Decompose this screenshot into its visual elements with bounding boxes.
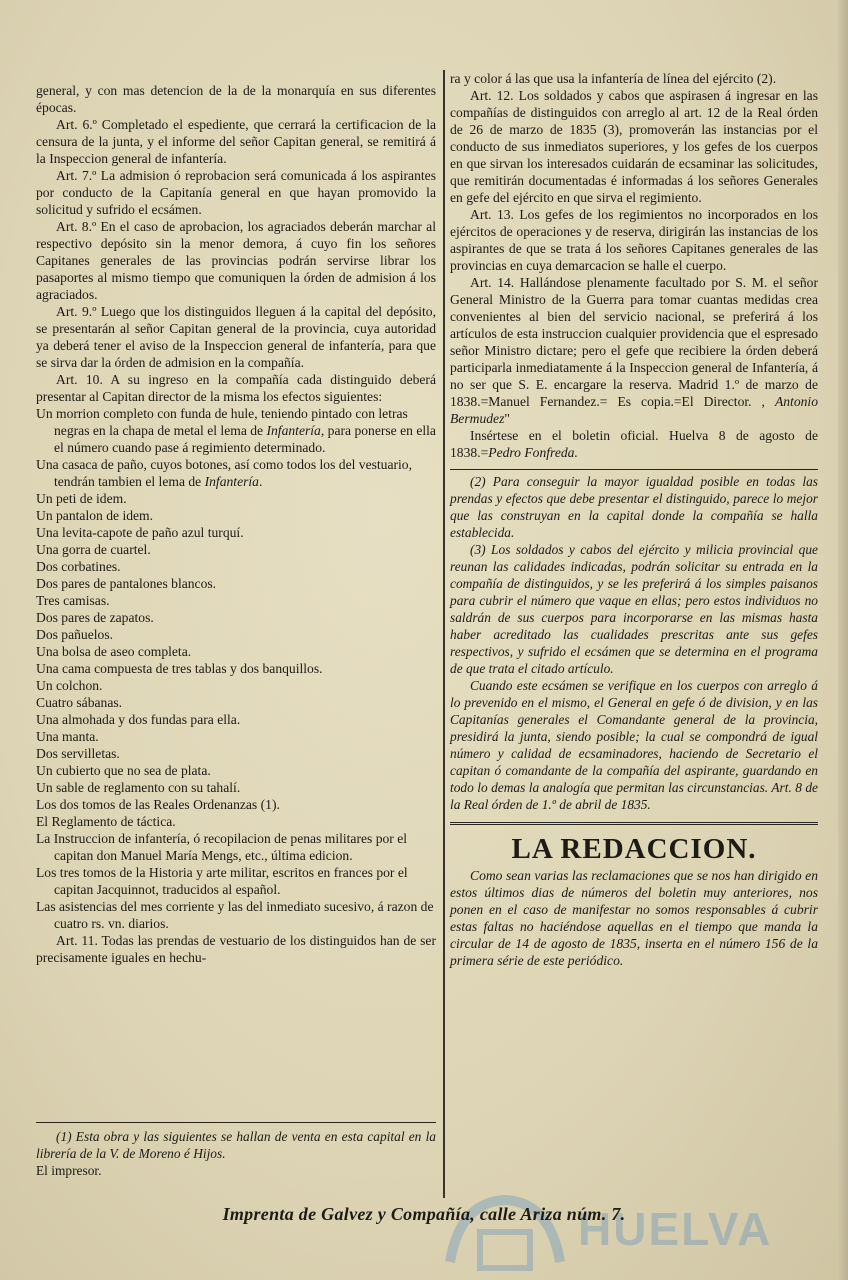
- article-8: Art. 8.º En el caso de aprobacion, los agraciados deberán marchar al respectivo depósito sin la menor demora, á cuyo fin los señores Capitanes generales de las provincias podrán servirse librar los pasaportes al mismo tiempo que comuniquen la órden de admision á los agraciados.: [36, 219, 436, 302]
- printer-imprint: Imprenta de Galvez y Compañía, calle Ariza núm. 7.: [222, 1204, 626, 1224]
- insertese-signature: Pedro Fonfreda.: [488, 445, 578, 460]
- article-6: Art. 6.º Completado el espediente, que cerrará la certificacion de la censura de la junta, y el informe del señor Capitan general, se remitirá á la Inspeccion general de infantería.: [36, 117, 436, 166]
- footnote-1-signature: El impresor.: [36, 1163, 102, 1178]
- list-item-casaca: [36, 456, 436, 490]
- article-10-intro: Art. 10. A su ingreso en la compañía cada distinguido deberá presentar al Capitan director de la misma los efectos siguientes:: [36, 372, 436, 404]
- article-12: Art. 12. Los soldados y cabos que aspirasen á ingresar en las compañías de distinguidos con arreglo al art. 12 de la Real órden de 26 de marzo de 1835 (3), promoverán las instancias por el conducto de sus inmediatos superiores, y los gefes de los cuerpos en que sirvan los interesados cuidarán de ecsaminar las solicitudes, que remitirán documentadas é informadas á los señores Generales en gefe del ejército en que sirva el regimiento.: [450, 88, 818, 205]
- list-item-morrion: [36, 405, 436, 456]
- list-item: Dos corbatines.: [36, 559, 121, 574]
- insertese-note: [450, 427, 818, 461]
- casaca-text: Una casaca de paño, cuyos botones, así como todos los del vestuario, tendrán tambien el lema de: [36, 457, 412, 489]
- right-column: [450, 70, 818, 1195]
- footnote-1: [36, 1122, 436, 1179]
- list-item: Los tres tomos de la Historia y arte militar, escritos en frances por el capitan Jacquinnot, traducidos al español.: [36, 865, 408, 897]
- list-item: Tres camisas.: [36, 593, 110, 608]
- list-item: La Instruccion de infantería, ó recopilacion de penas militares por el capitan don Manuel María Mengs, etc., última edicion.: [36, 831, 408, 863]
- morrion-text-end: , para ponerse en ella el número cuando pase á regimiento determinado.: [54, 423, 436, 455]
- column-divider: [443, 70, 445, 1198]
- list-item: Una almohada y dos fundas para ella.: [36, 712, 241, 727]
- list-item: Un cubierto que no sea de plata.: [36, 763, 211, 778]
- list-item: Las asistencias del mes corriente y las del inmediato sucesivo, á razon de cuatro rs. vn. diarios.: [36, 899, 434, 931]
- list-item: Una manta.: [36, 729, 99, 744]
- left-column: [36, 82, 436, 1200]
- morrion-lema: Infantería: [266, 423, 321, 438]
- footnote-3: (3) Los soldados y cabos del ejército y milicia provincial que reunan las calidades indicadas, podrán solicitar su entrada en la compañía de distinguidos, y se les preferirá á los simples paisanos para cubrir el número que vaque en ellas; pero estos individuos no saldrán de sus cuerpos para incorporarse en las mismas hasta haber acreditado las cualidades prescritas ante sus gefes respectivos, y sufrido el ecsámen que se determina en el programa de que trata el citado artículo.: [450, 542, 818, 676]
- redaccion-notice: Como sean varias las reclamaciones que se nos han dirigido en estos últimos dias de números del boletin muy anteriores, nos ponen en el caso de manifestar no somos responsables á cubrir estas faltas no haciéndose aquellas en el tiempo que manda la circular de 14 de agosto de 1835, inserta en el número 156 de la primera série de este periódico.: [450, 868, 818, 968]
- list-item: Una cama compuesta de tres tablas y dos banquillos.: [36, 661, 323, 676]
- watermark-text: HUELVA: [578, 1203, 773, 1255]
- list-item: Una gorra de cuartel.: [36, 542, 151, 557]
- list-item: Dos servilletas.: [36, 746, 120, 761]
- footnotes-block: [450, 469, 818, 813]
- article-11-end: ra y color á las que usa la infantería de línea del ejército (2).: [450, 71, 777, 86]
- list-item: Una levita-capote de paño azul turquí.: [36, 525, 244, 540]
- article-14-text: Art. 14. Hallándose plenamente facultado por S. M. el señor General Ministro de la Guerra para tomar cuantas medidas crea convenientes al bien del servicio nacional, se preferirá á los artículos de esta instruccion cualquier providencia que el espresado señor Ministro dictare; pero el gefe que recibiere la órden deberá participarla inmediatamente á la Inspeccion general de Infantería, á no ser que S. E. encargare la reserva. Madrid 1.º de marzo de 1838.=Manuel Fernandez.= Es copia.=El Director. ,: [450, 275, 818, 409]
- list-item: Un sable de reglamento con su tahalí.: [36, 780, 241, 795]
- redaccion-title: LA REDACCION.: [450, 822, 818, 867]
- list-item: Dos pares de zapatos.: [36, 610, 154, 625]
- footnote-1-text: (1) Esta obra y las siguientes se hallan de venta en esta capital en la librería de la V. de Moreno é Hijos.: [36, 1129, 436, 1161]
- list-item: Una bolsa de aseo completa.: [36, 644, 192, 659]
- casaca-text-end: .: [258, 474, 263, 489]
- morrion-text: Un morrion completo con funda de hule, teniendo pintado con letras negras en la chapa de metal el lema de: [36, 406, 408, 438]
- article-11-start: Art. 11. Todas las prendas de vestuario de los distinguidos han de ser precisamente iguales en hechu-: [36, 933, 436, 965]
- list-item: Un colchon.: [36, 678, 103, 693]
- list-item: Dos pañuelos.: [36, 627, 114, 642]
- list-item: Un peti de idem.: [36, 491, 127, 506]
- paragraph-continuation: general, y con mas detencion de la de la monarquía en sus diferentes épocas.: [36, 83, 436, 115]
- list-item: Los dos tomos de las Reales Ordenanzas (1).: [36, 797, 280, 812]
- article-9: Art. 9.º Luego que los distinguidos lleguen á la capital del depósito, se presentarán al señor Capitan general de la provincia, cuya autoridad ya deberá tener el aviso de la Inspeccion general de infantería, para que se sirva dar la órden de admision en la compañía.: [36, 304, 436, 370]
- article-13: Art. 13. Los gefes de los regimientos no incorporados en los ejércitos de operaciones y de reserva, dirigirán las instancias de los aspirantes de que se trata á los señores Capitanes generales de las provincias en cuya demarcacion se halle el cuerpo.: [450, 207, 818, 273]
- page-edge: [838, 0, 848, 1280]
- article-14-signature: Antonio Bermudez: [450, 394, 818, 426]
- list-item: Dos pares de pantalones blancos.: [36, 576, 217, 591]
- footnote-2: (2) Para conseguir la mayor igualdad posible en todas las prendas y efectos que debe presentar el distinguido, parece lo mejor que las construyan en la capital donde la compañía se halla establecida.: [450, 474, 818, 540]
- article-14: [450, 274, 818, 427]
- list-item: El Reglamento de táctica.: [36, 814, 176, 829]
- huelva-watermark: [440, 1188, 800, 1278]
- insertese-text: Insértese en el boletin oficial. Huelva 8 de agosto de 1838.=: [450, 428, 818, 460]
- article-7: Art. 7.º La admision ó reprobacion será comunicada á los aspirantes por conducto de la Capitanía general en que hayan promovido la solicitud y sufrido el ecsámen.: [36, 168, 436, 217]
- list-item: Cuatro sábanas.: [36, 695, 123, 710]
- article-14-closing: ": [504, 411, 510, 426]
- footnote-3-continued: Cuando este ecsámen se verifique en los cuerpos con arreglo á lo prevenido en el mismo, el General en gefe ó de division, y en las Capitanías generales el Comandante general de la provincia, presidirá la junta, siendo posible; la cual se compondrá de igual número y calidad de ecsaminadores, haciendo de Secretario el capitan ó comandante de la compañía del aspirante, guardando en todo lo demas la analogía que permitan las circunstancias. Art. 8 de la Real órden de 1.º de abril de 1835.: [450, 678, 818, 812]
- casaca-lema: Infantería: [204, 474, 259, 489]
- equipment-list: [36, 490, 436, 932]
- list-item: Un pantalon de idem.: [36, 508, 154, 523]
